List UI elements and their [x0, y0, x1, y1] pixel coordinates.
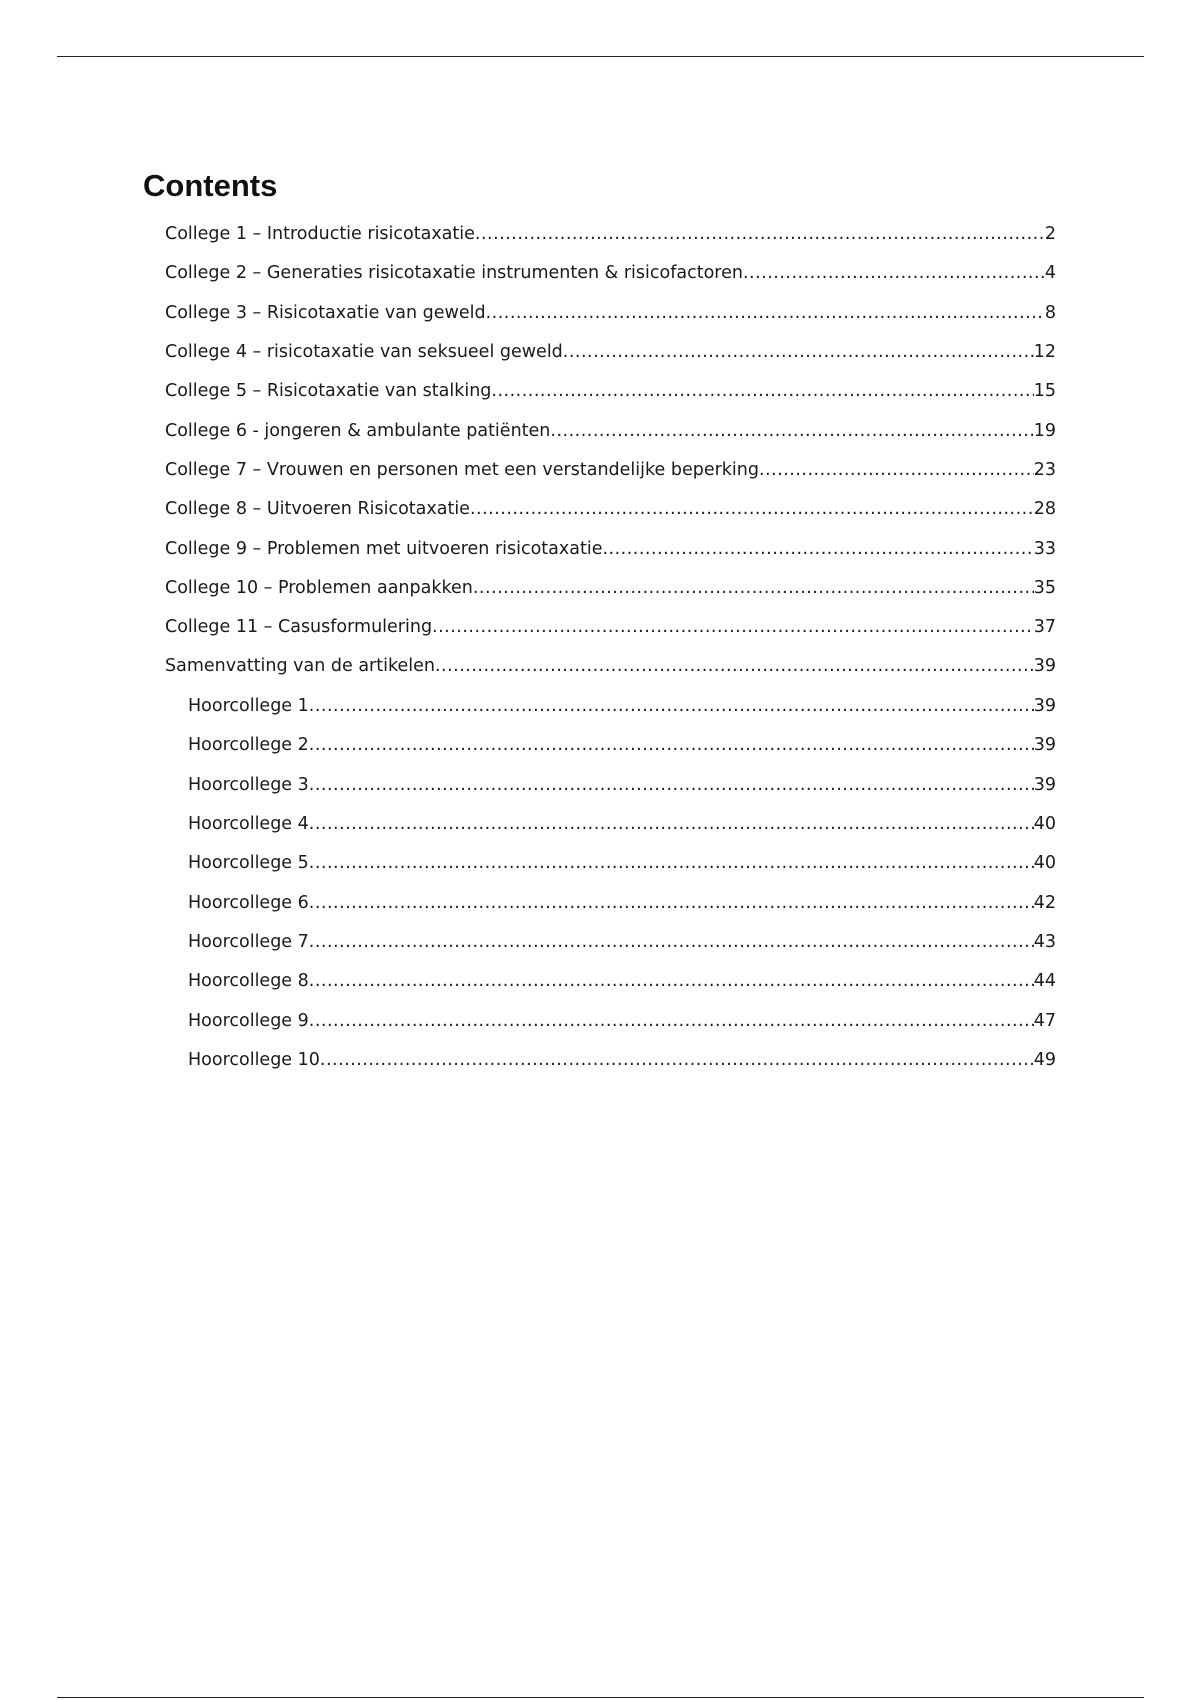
- toc-entry-page: 47: [1033, 1011, 1056, 1031]
- footer-rule: [57, 1697, 1144, 1698]
- toc-entry-page: 37: [1033, 617, 1056, 637]
- toc-entry[interactable]: [165, 536, 1056, 562]
- toc-leader: [309, 732, 1034, 758]
- toc-leader: [320, 1047, 1034, 1073]
- toc-leader: [432, 614, 1034, 640]
- toc-entry-title: College 5 – Risicotaxatie van stalking: [165, 381, 492, 401]
- toc-entry-page: 49: [1033, 1050, 1056, 1070]
- toc-subentry[interactable]: [188, 968, 1056, 994]
- toc-entry-page: 33: [1033, 539, 1056, 559]
- toc-entry-title: Hoorcollege 4: [188, 814, 309, 834]
- toc-entry-page: 39: [1033, 775, 1056, 795]
- toc-leader: [309, 1008, 1034, 1034]
- toc-subentry[interactable]: [188, 1047, 1056, 1073]
- toc-entry-title: College 3 – Risicotaxatie van geweld: [165, 303, 486, 323]
- toc-entry-title: Hoorcollege 9: [188, 1011, 309, 1031]
- toc-subentry[interactable]: [188, 929, 1056, 955]
- toc-entry-page: 12: [1033, 342, 1056, 362]
- toc-entry-title: College 4 – risicotaxatie van seksueel geweld: [165, 342, 563, 362]
- toc-entry-title: College 2 – Generaties risicotaxatie instrumenten & risicofactoren: [165, 263, 743, 283]
- toc-leader: [309, 968, 1034, 994]
- toc-leader: [309, 693, 1034, 719]
- toc-entry[interactable]: [165, 496, 1056, 522]
- toc-entry-page: 2: [1044, 224, 1056, 244]
- toc-entry-title: College 8 – Uitvoeren Risicotaxatie: [165, 499, 470, 519]
- toc-entry-page: 44: [1033, 971, 1056, 991]
- toc-subentry[interactable]: [188, 772, 1056, 798]
- toc-entry[interactable]: [165, 418, 1056, 444]
- toc-entry-page: 35: [1033, 578, 1056, 598]
- toc-entry-page: 40: [1033, 814, 1056, 834]
- toc-entry-page: 42: [1033, 893, 1056, 913]
- toc-leader: [486, 300, 1045, 326]
- toc-entry[interactable]: [165, 339, 1056, 365]
- toc-entry[interactable]: [165, 457, 1056, 483]
- toc-entry-page: 15: [1033, 381, 1056, 401]
- toc-entry[interactable]: [165, 653, 1056, 679]
- toc-entry-title: Hoorcollege 6: [188, 893, 309, 913]
- toc-entry-title: College 6 - jongeren & ambulante patiënten: [165, 421, 551, 441]
- toc-entry-title: Hoorcollege 10: [188, 1050, 320, 1070]
- toc-subentry[interactable]: [188, 850, 1056, 876]
- toc-subentry[interactable]: [188, 1008, 1056, 1034]
- toc-leader: [473, 575, 1034, 601]
- toc-subentry[interactable]: [188, 732, 1056, 758]
- toc-entry-page: 39: [1033, 696, 1056, 716]
- toc-leader: [470, 496, 1034, 522]
- toc-entry-title: Hoorcollege 2: [188, 735, 309, 755]
- toc-entry-title: Hoorcollege 7: [188, 932, 309, 952]
- toc-entry-title: College 10 – Problemen aanpakken: [165, 578, 473, 598]
- toc-entry[interactable]: [165, 260, 1056, 286]
- toc-leader: [563, 339, 1034, 365]
- toc-entry-page: 4: [1044, 263, 1056, 283]
- toc-leader: [309, 929, 1034, 955]
- toc-entry-page: 43: [1033, 932, 1056, 952]
- toc-entry-title: Hoorcollege 5: [188, 853, 309, 873]
- toc-entry-page: 39: [1033, 656, 1056, 676]
- toc-heading: Contents: [143, 168, 278, 203]
- toc-leader: [309, 772, 1034, 798]
- toc-leader: [309, 890, 1034, 916]
- toc-leader: [743, 260, 1045, 286]
- toc-entry-title: College 9 – Problemen met uitvoeren risicotaxatie: [165, 539, 603, 559]
- toc-entry[interactable]: [165, 300, 1056, 326]
- toc-entry-title: Samenvatting van de artikelen: [165, 656, 435, 676]
- toc-subentry[interactable]: [188, 693, 1056, 719]
- toc-subentry[interactable]: [188, 811, 1056, 837]
- toc-entry-page: 8: [1044, 303, 1056, 323]
- toc-leader: [759, 457, 1034, 483]
- toc-leader: [602, 536, 1033, 562]
- toc-entry-page: 23: [1033, 460, 1056, 480]
- toc-entry-title: Hoorcollege 1: [188, 696, 309, 716]
- toc-entry-page: 40: [1033, 853, 1056, 873]
- toc-entry-title: College 11 – Casusformulering: [165, 617, 433, 637]
- toc-entry[interactable]: [165, 614, 1056, 640]
- toc-leader: [491, 378, 1033, 404]
- toc-leader: [309, 811, 1034, 837]
- toc-entry-title: College 1 – Introductie risicotaxatie: [165, 224, 475, 244]
- toc-entry-title: College 7 – Vrouwen en personen met een verstandelijke beperking: [165, 460, 759, 480]
- toc-subentry[interactable]: [188, 890, 1056, 916]
- toc-leader: [550, 418, 1033, 444]
- toc-entry[interactable]: [165, 221, 1056, 247]
- toc-entry[interactable]: [165, 378, 1056, 404]
- toc-entry-title: Hoorcollege 3: [188, 775, 309, 795]
- toc-entry-page: 39: [1033, 735, 1056, 755]
- toc-leader: [435, 653, 1034, 679]
- toc-leader: [475, 221, 1045, 247]
- toc-entry-page: 28: [1033, 499, 1056, 519]
- toc-entry[interactable]: [165, 575, 1056, 601]
- toc-leader: [309, 850, 1034, 876]
- toc-entry-title: Hoorcollege 8: [188, 971, 309, 991]
- toc-entry-page: 19: [1033, 421, 1056, 441]
